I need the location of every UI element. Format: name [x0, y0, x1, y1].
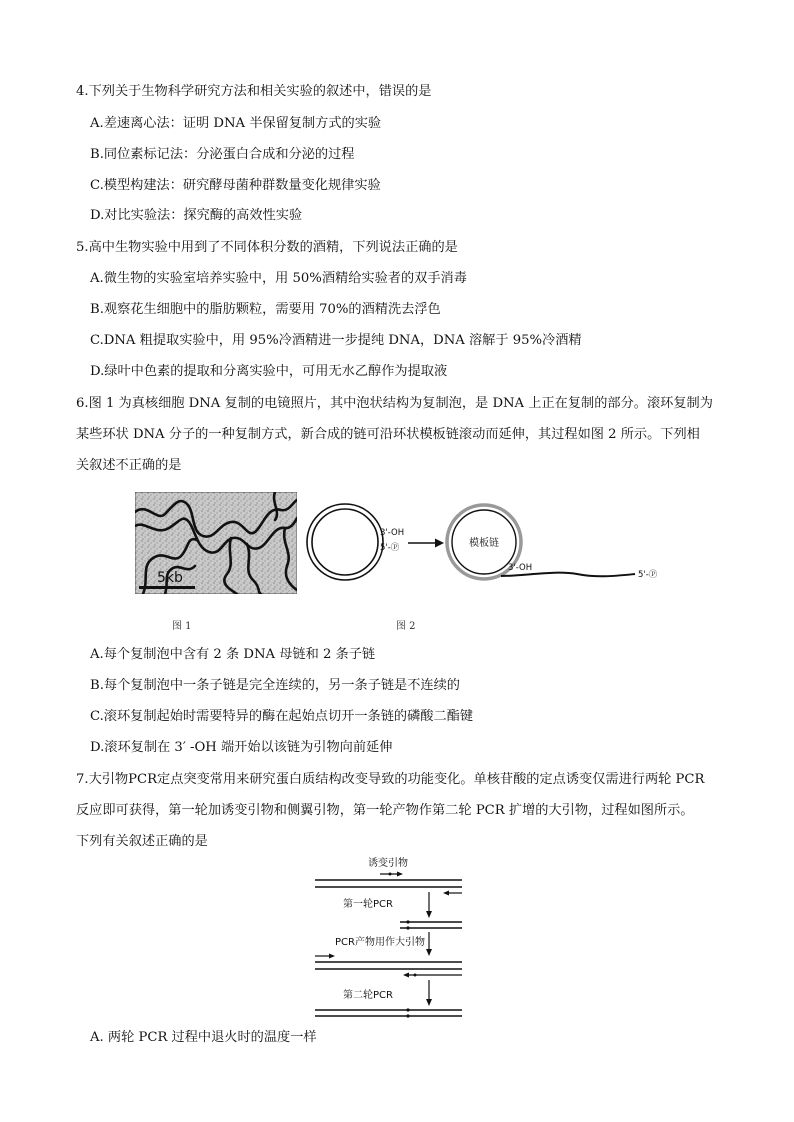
question-6-option-c: C.滚环复制起始时需要特异的酶在起始点切开一条链的磷酸二酯键	[90, 709, 474, 724]
figure-2-template-label: 模板链	[469, 538, 499, 549]
question-7-stem-line1: 7.大引物PCR定点突变常用来研究蛋白质结构改变导致的功能变化。单核苷酸的定点诱变仅需进行两轮 PCR	[76, 772, 705, 787]
question-6-option-d: D.滚环复制在 3′ -OH 端开始以该链为引物向前延伸	[90, 740, 393, 755]
figure-product-as-primer-label: PCR产物用作大引物	[335, 937, 425, 948]
question-4-option-b: B.同位素标记法：分泌蛋白合成和分泌的过程	[90, 147, 355, 162]
question-6-stem-line3: 关叙述不正确的是	[76, 458, 182, 473]
question-4-option-d: D.对比实验法：探究酶的高效性实验	[90, 208, 303, 223]
question-4-stem: 4.下列关于生物科学研究方法和相关实验的叙述中，错误的是	[76, 84, 432, 99]
figure-round2-label: 第二轮PCR	[343, 990, 393, 1001]
question-7-stem-line2: 反应即可获得，第一轮加诱变引物和侧翼引物，第一轮产物作第二轮 PCR 扩增的大引物，过程如图所示。	[76, 803, 694, 818]
figure-megaprimer-pcr	[310, 852, 470, 1022]
figure-1-scale-label: 5kb	[157, 570, 183, 586]
figure-2-right-3oh-label: 3'-OH	[508, 563, 533, 573]
question-5-stem: 5.高中生物实验中用到了不同体积分数的酒精，下列说法正确的是	[76, 240, 458, 255]
question-5-option-d: D.绿叶中色素的提取和分离实验中，可用无水乙醇作为提取液	[90, 364, 448, 379]
question-6-stem-line1: 6.图 1 为真核细胞 DNA 复制的电镜照片，其中泡状结构为复制泡，是 DNA 上正在复制的部分。滚环复制为	[76, 396, 713, 411]
figure-2-rolling-circle	[305, 490, 670, 605]
question-6-option-b: B.每个复制泡中一条子链是完全连续的，另一条子链是不连续的	[90, 678, 460, 693]
question-6-option-a: A.每个复制泡中含有 2 条 DNA 母链和 2 条子链	[90, 647, 376, 662]
question-4-option-c: C.模型构建法：研究酵母菌种群数量变化规律实验	[90, 178, 381, 193]
figure-2-caption: 图 2	[396, 621, 416, 632]
question-7-option-a: A. 两轮 PCR 过程中退火时的温度一样	[90, 1030, 317, 1045]
figure-2-right-5p-label: 5'-Ⓟ	[638, 570, 658, 580]
question-6-stem-line2: 某些环状 DNA 分子的一种复制方式，新合成的链可沿环状模板链滚动而延伸，其过程如图 2 所示。下列相	[76, 427, 700, 442]
figure-1-micrograph	[135, 492, 297, 594]
figure-round1-label: 第一轮PCR	[343, 899, 393, 910]
figure-2-left-5p-label: 5'-Ⓟ	[380, 543, 400, 553]
question-5-option-a: A.微生物的实验室培养实验中，用 50%酒精给实验者的双手消毒	[90, 271, 467, 286]
figure-2-left-3oh-label: 3'-OH	[380, 528, 405, 538]
question-5-option-b: B.观察花生细胞中的脂肪颗粒，需要用 70%的酒精洗去浮色	[90, 302, 441, 317]
question-7-stem-line3: 下列有关叙述正确的是	[76, 834, 208, 849]
question-5-option-c: C.DNA 粗提取实验中，用 95%冷酒精进一步提纯 DNA，DNA 溶解于 95%冷酒精	[90, 333, 582, 348]
figure-mutagenic-primer-label: 诱变引物	[368, 858, 408, 869]
question-4-option-a: A.差速离心法：证明 DNA 半保留复制方式的实验	[90, 116, 382, 131]
figure-1-caption: 图 1	[172, 621, 192, 632]
